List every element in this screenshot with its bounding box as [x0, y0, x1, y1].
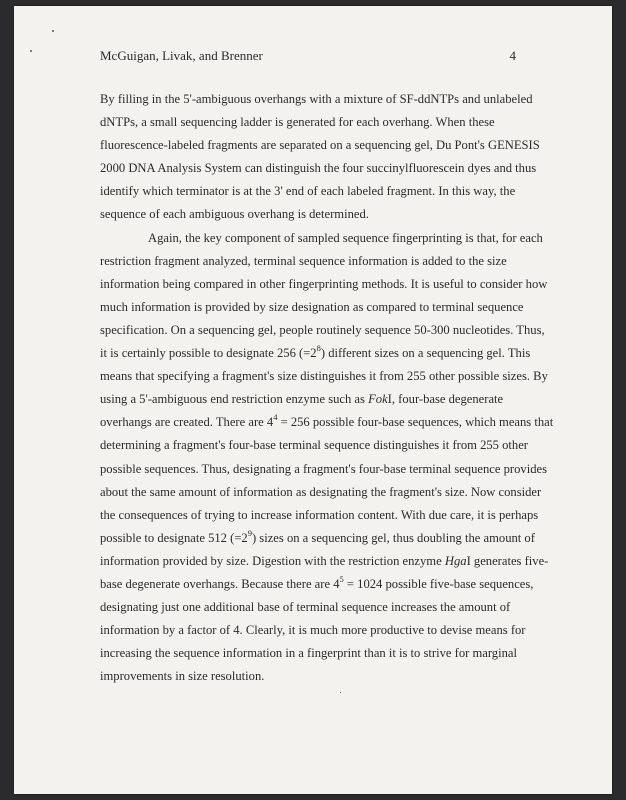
- text-line: Again, the key component of sampled sequence fingerprinting is that, for each: [148, 230, 543, 245]
- text-line: determining a fragment's four-base terminal sequence distinguishes it from 255 other: [100, 438, 528, 453]
- superscript: 9: [247, 527, 252, 538]
- text-line: increasing the sequence information in a fingerprint than it is to strive for marginal: [100, 646, 517, 661]
- text-run: base degenerate overhangs. Because there are 4: [100, 576, 340, 591]
- text-line: the consequences of trying to increase information content. With due care, it is perhaps: [100, 507, 539, 522]
- text-line: [100, 342, 532, 365]
- superscript: 5: [339, 573, 344, 584]
- page-number: 4: [509, 48, 516, 63]
- text-line: [100, 388, 532, 411]
- text-line: [100, 527, 535, 550]
- text-run: ) sizes on a sequencing gel, thus doubling the amount of: [251, 530, 535, 545]
- text-run: overhangs are created. There are 4: [100, 415, 274, 430]
- text-line: means that specifying a fragment's size distinguishes it from 255 other possible sizes. By: [100, 369, 548, 384]
- text-line: about the same amount of information as designating the fragment's size. Now consider: [100, 484, 542, 499]
- text-run: = 256 possible four-base sequences, which means that: [277, 415, 554, 430]
- text-line: By filling in the 5'-ambiguous overhangs with a mixture of SF-ddNTPs and unlabeled: [100, 92, 533, 106]
- scan-speck: [340, 692, 341, 693]
- text-run: information provided by size. Digestion with the restriction enzyme: [100, 553, 445, 568]
- text-run: possible to designate 512 (=2: [100, 530, 248, 545]
- text-run: ) different sizes on a sequencing gel. This: [320, 346, 531, 361]
- text-line: information being compared in other fingerprinting methods. It is useful to consider how: [100, 276, 548, 291]
- text-line: [100, 573, 532, 596]
- text-run: using a 5'-ambiguous end restriction enzyme such as: [100, 392, 369, 407]
- paragraph-1: [100, 88, 540, 227]
- text-line: fluorescence-labeled fragments are separated on a sequencing gel, Du Pont's GENESIS: [100, 138, 540, 153]
- header-authors: McGuigan, Livak, and Brenner: [100, 48, 263, 63]
- scan-speck: [30, 50, 32, 52]
- text-line: [100, 550, 549, 573]
- text-run: = 1024 possible five-base sequences,: [343, 576, 534, 591]
- scan-speck: [52, 30, 54, 32]
- text-line: 2000 DNA Analysis System can distinguish the four succinylfluorescein dyes and thus: [100, 161, 537, 176]
- document-body: [100, 88, 554, 688]
- document-page: [14, 6, 612, 794]
- text-line: information by a factor of 4. Clearly, it is much more productive to devise means for: [100, 623, 526, 638]
- text-line: restriction fragment analyzed, terminal sequence information is added to the size: [100, 253, 507, 268]
- text-line: [100, 411, 554, 434]
- text-line: possible sequences. Thus, designating a fragment's four-base terminal sequence provides: [100, 461, 547, 476]
- italic-enzyme-name: Hga: [444, 553, 467, 568]
- text-line: sequence of each ambiguous overhang is determined.: [100, 207, 369, 222]
- text-line: improvements in size resolution.: [100, 669, 265, 684]
- superscript: 4: [273, 412, 278, 423]
- paragraph-2: [100, 227, 554, 689]
- text-line: specification. On a sequencing gel, people routinely sequence 50-300 nucleotides. Thus,: [100, 322, 545, 337]
- text-line: much information is provided by size designation as compared to terminal sequence: [100, 299, 524, 314]
- text-run: it is certainly possible to designate 256 (=2: [100, 346, 317, 361]
- text-run: I, four-base degenerate: [387, 392, 504, 407]
- superscript: 8: [316, 342, 321, 353]
- text-line: designating just one additional base of terminal sequence increases the amount of: [100, 600, 511, 615]
- italic-enzyme-name: Fok: [368, 392, 388, 407]
- text-line: dNTPs, a small sequencing ladder is generated for each overhang. When these: [100, 115, 495, 130]
- text-run: I generates five-: [466, 553, 549, 568]
- text-line: identify which terminator is at the 3' end of each labeled fragment. In this way, the: [100, 184, 516, 199]
